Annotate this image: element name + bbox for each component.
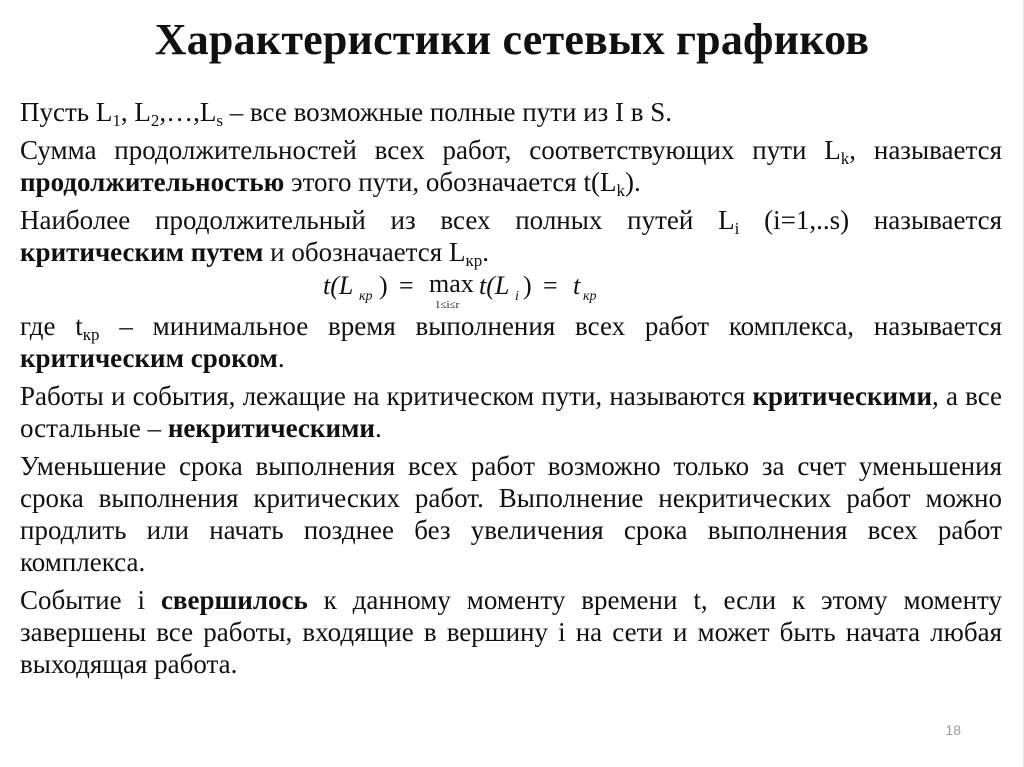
text: . [374,413,382,443]
formula-subscript: кр [583,289,597,304]
formula-max-range: 1≤i≤r [435,299,460,310]
text: Наиболее продолжительный из всех полных путей L [20,205,735,235]
text: где t [20,311,83,341]
text: к данному моменту времени t, если к этому моменту завершены все работы, входящие в вершину i на сети и может быть начата любая выходящая работа. [20,585,1002,679]
formula-close-paren: ) [379,271,388,300]
text: и обозначается L [263,237,466,267]
subscript: кр [82,325,100,344]
text: Уменьшение срока выполнения всех работ возможно только за счет уменьшения срока выполнения критических работ. Выполнение некритических работ можно продлить или начать позднее без увеличения срока выполнения всех работ комплекса. [20,451,1002,577]
text: (i=1,..s) называется [739,205,1002,235]
text: Работы и события, лежащие на критическом пути, называются [20,381,753,411]
paragraph-critical-term [20,310,1002,374]
bold-term: критическими [752,381,933,411]
formula-equals: = [399,271,414,300]
bold-term: продолжительностью [20,167,285,197]
bold-term: свершилось [160,585,308,615]
critical-path-formula [20,268,1002,308]
text: Событие i [20,585,161,615]
formula-equals: = [543,271,558,300]
bold-term: критическим сроком [20,343,278,373]
text: Сумма продолжительностей всех работ, соответствующих пути L [20,135,841,165]
text: ,…,L [159,97,217,127]
paragraph-reduction [20,450,1002,578]
text: , называется [849,135,1002,165]
text: , L [120,97,151,127]
paragraph-critical-path [20,204,1002,268]
subscript: k [840,149,850,168]
paragraph-path-duration [20,134,1002,198]
formula-max: max [429,269,474,298]
text: . [277,343,285,373]
formula-t-open: t(L [323,271,354,300]
subscript: 2 [150,111,160,130]
text: ). [624,167,641,197]
text: – минимальное время выполнения всех работ комплекса, называется [99,311,1002,341]
text: этого пути, обозначается t(L [284,167,617,197]
slide-title: Характеристики сетевых графиков [154,15,870,64]
formula-subscript: кр [359,289,373,304]
formula-t: t [573,271,581,300]
text: , а все остальные – [20,381,1002,443]
text: – все возможные полные пути из I в S. [222,97,673,127]
bold-term: некритическими [167,413,375,443]
subscript: кр [465,251,483,270]
text: Пусть L [20,97,113,127]
subscript: 1 [112,111,121,130]
slide-body [20,96,1002,686]
paragraph-paths-definition [20,96,1002,128]
text: . [482,237,489,267]
formula-subscript: i [515,289,519,304]
paragraph-critical-works [20,380,1002,444]
subscript: i [734,219,740,238]
paragraph-event-occurred [20,584,1002,680]
formula-close-paren: ) [523,271,532,300]
subscript: s [216,111,223,130]
formula-graphic [323,268,643,310]
bold-term: критическим путем [20,237,264,267]
page-number: 18 [945,722,961,738]
formula-t-open: t(L [479,271,510,300]
subscript: k [616,181,625,200]
